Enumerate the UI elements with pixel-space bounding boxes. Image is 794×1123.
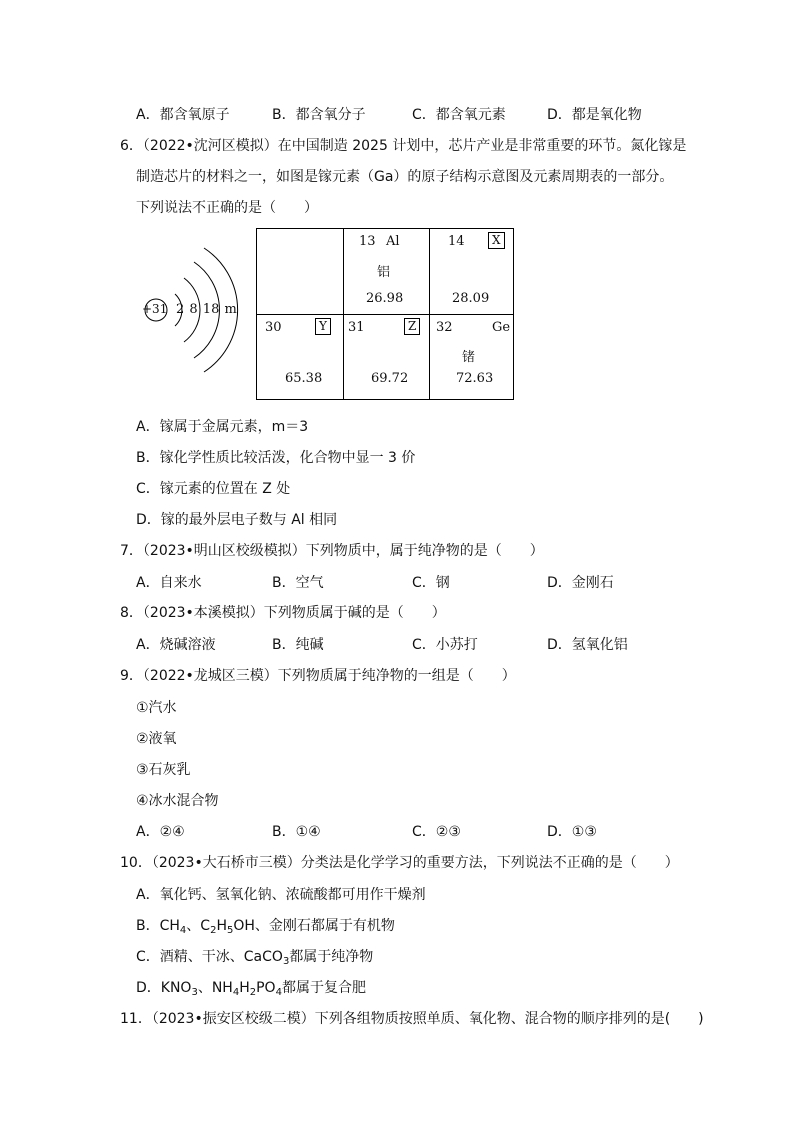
q6-stem-line1: 6．（2022•沈河区模拟）在中国制造 2025 计划中，芯片产业是非常重要的环节。氮化镓是	[120, 138, 687, 154]
z-number: 31	[348, 320, 365, 335]
q6-stem-line2: 制造芯片的材料之一，如图是镓元素（Ga）的原子结构示意图及元素周期表的一部分。	[136, 169, 674, 185]
x-number: 14	[448, 234, 465, 249]
q10-c-text-1: C．酒精、干冰、CaCO	[136, 949, 283, 965]
ge-mass: 72.63	[456, 371, 494, 386]
q8-option-c: C．小苏打	[412, 637, 478, 653]
q10-d-text-4: PO	[256, 980, 276, 996]
q6-stem-line3: 下列说法不正确的是（ ）	[136, 200, 318, 216]
q9-option-a: A．②④	[136, 824, 185, 840]
q10-d-text-1: D．KNO	[136, 980, 192, 996]
q6-option-a: A．镓属于金属元素，m＝3	[136, 419, 309, 435]
al-number: 13	[359, 234, 376, 249]
q10-b-text-4: OH、金刚石都属于有机物	[233, 918, 395, 934]
cell-germanium	[430, 315, 514, 401]
q5-option-d: D．都是氧化物	[547, 107, 642, 123]
q10-d-sub-1: 3	[191, 987, 198, 998]
q5-option-a: A．都含氧原子	[136, 107, 230, 123]
q10-d-sub-4: 4	[275, 987, 282, 998]
q9-item-1: ①汽水	[136, 700, 177, 716]
q10-b-text-1: B．CH	[136, 918, 180, 934]
q5-option-b: B．都含氧分子	[272, 107, 366, 123]
q5-option-c: C．都含氧元素	[412, 107, 506, 123]
ge-name: 锗	[462, 350, 476, 365]
electron-counts: 2 8 18 m	[176, 302, 237, 317]
nucleus-charge: +31	[142, 302, 168, 316]
q6-option-c: C．镓元素的位置在 Z 处	[136, 481, 291, 497]
q10-d-sub-3: 2	[249, 987, 257, 998]
q10-c-sub-1: 3	[282, 956, 290, 967]
z-mass: 69.72	[371, 371, 409, 386]
q7-option-c: C．钢	[412, 575, 450, 591]
q10-b-sub-3: 5	[226, 925, 234, 936]
periodic-table-fragment	[256, 228, 514, 400]
q9-item-3: ③石灰乳	[136, 762, 191, 778]
q10-d-text-5: 都属于复合肥	[281, 980, 366, 996]
q8-option-d: D．氢氧化铝	[547, 637, 628, 653]
x-mass: 28.09	[452, 291, 490, 306]
cell-x	[430, 229, 514, 314]
q10-option-a: A．氧化钙、氢氧化钠、浓硫酸都可用作干燥剂	[136, 887, 426, 903]
q10-option-c	[136, 946, 373, 966]
z-symbol-box: Z	[404, 318, 420, 335]
ge-number: 32	[436, 320, 453, 335]
q6-option-b: B．镓化学性质比较活泼，化合物中显一 3 价	[136, 450, 416, 466]
q6-option-d: D．镓的最外层电子数与 Al 相同	[136, 512, 338, 528]
y-symbol-box: Y	[315, 318, 331, 335]
cell-z	[344, 315, 429, 401]
y-mass: 65.38	[285, 371, 323, 386]
q7-option-b: B．空气	[272, 575, 324, 591]
q8-option-b: B．纯碱	[272, 637, 324, 653]
q7-option-a: A．自来水	[136, 575, 202, 591]
q10-b-text-2: 、C	[186, 918, 211, 934]
q10-c-text-2: 都属于纯净物	[289, 949, 374, 965]
al-symbol: Al	[386, 234, 400, 249]
ge-symbol: Ge	[492, 320, 511, 335]
q9-option-d: D．①③	[547, 824, 597, 840]
q7-stem: 7．（2023•明山区校级模拟）下列物质中，属于纯净物的是（ ）	[120, 543, 544, 559]
q9-item-4: ④冰水混合物	[136, 793, 219, 809]
q10-d-text-2: 、NH	[197, 980, 233, 996]
q10-b-text-3: H	[216, 918, 227, 934]
cell-aluminum	[344, 229, 429, 314]
q10-d-text-3: H	[239, 980, 250, 996]
q9-item-2: ②液氧	[136, 731, 177, 747]
q10-d-sub-2: 4	[232, 987, 240, 998]
x-symbol-box: X	[488, 232, 505, 249]
q10-b-sub-2: 2	[210, 925, 217, 936]
q9-stem: 9．（2022•龙城区三模）下列物质属于纯净物的一组是（ ）	[120, 668, 516, 684]
cell-y	[257, 315, 343, 401]
q10-b-sub-1: 4	[179, 925, 187, 936]
q7-option-d: D．金刚石	[547, 575, 614, 591]
al-name: 铝	[377, 265, 391, 280]
q8-option-a: A．烧碱溶液	[136, 637, 216, 653]
y-number: 30	[265, 320, 282, 335]
q10-stem: 10．（2023•大石桥市三模）分类法是化学学习的重要方法，下列说法不正确的是（ ）	[120, 855, 679, 871]
q9-option-c: C．②③	[412, 824, 461, 840]
q11-stem: 11．（2023•振安区校级二模）下列各组物质按照单质、氧化物、混合物的顺序排列的是( )	[120, 1011, 704, 1027]
q9-option-b: B．①④	[272, 824, 321, 840]
q8-stem: 8．（2023•本溪模拟）下列物质属于碱的是（ ）	[120, 605, 446, 621]
al-mass: 26.98	[366, 291, 404, 306]
q10-option-d	[136, 977, 366, 997]
q10-option-b	[136, 915, 395, 935]
